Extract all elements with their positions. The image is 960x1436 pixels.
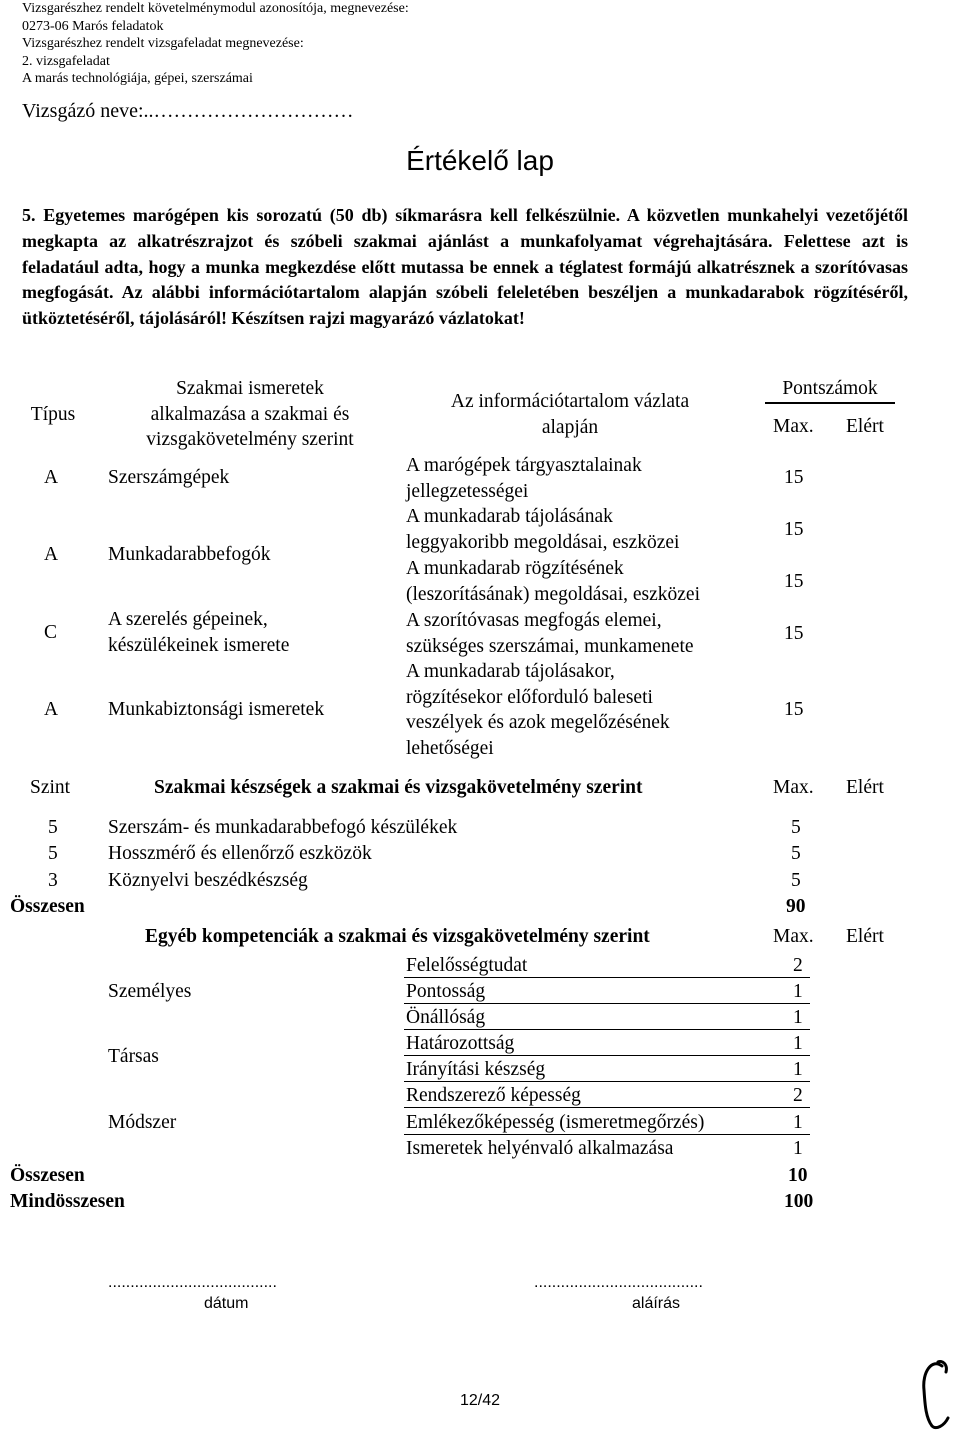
level-cell: 5 xyxy=(48,843,58,864)
competency-name: Ismeretek helyénvaló alkalmazása xyxy=(406,1138,674,1159)
points-underline xyxy=(765,402,895,404)
content-cell: A szorítóvasas megfogás elemei, szükséges szerszámai, munkamenete xyxy=(406,610,694,657)
date-dots: ...................................... xyxy=(108,1274,277,1291)
row-divider xyxy=(404,1055,810,1056)
skill-cell: Hosszmérő és ellenőrző eszközök xyxy=(108,843,372,864)
max-points-cell: 1 xyxy=(793,981,803,1002)
subtotal-label: Összesen xyxy=(10,1165,85,1186)
header-line: 2. vizsgafeladat xyxy=(22,53,110,69)
row-divider xyxy=(404,1081,810,1082)
type-cell: A xyxy=(44,699,59,720)
max-points-cell: 2 xyxy=(793,1085,803,1106)
competency-name: Határozottság xyxy=(406,1033,515,1054)
content-cell: A munkadarab rögzítésének (leszorításának) megoldásai, eszközei xyxy=(406,558,700,605)
level-cell: 3 xyxy=(48,870,58,891)
header-line: Vizsgarészhez rendelt követelménymodul azonosítója, megnevezése: xyxy=(22,1,409,16)
competency-name: Emlékezőképesség (ismeretmegőrzés) xyxy=(406,1112,705,1133)
max-points-cell: 1 xyxy=(793,1007,803,1028)
max-points-cell: 15 xyxy=(784,699,804,720)
page-number: 12/42 xyxy=(459,1392,501,1409)
row-divider xyxy=(404,1134,810,1135)
level-cell: 5 xyxy=(48,817,58,838)
max-points-cell: 1 xyxy=(793,1033,803,1054)
competency-category: Személyes xyxy=(108,981,192,1002)
knowledge-cell: A szerelés gépeinek, készülékeinek ismerete xyxy=(108,609,290,656)
candidate-name-field: Vizsgázó neve:..………………………… xyxy=(22,100,354,122)
grand-total-value: 100 xyxy=(784,1191,814,1212)
row-divider xyxy=(404,977,810,978)
max-points-cell: 5 xyxy=(791,843,801,864)
knowledge-cell: Munkabiztonsági ismeretek xyxy=(108,699,325,720)
competency-name: Irányítási készség xyxy=(406,1059,546,1080)
col-header-max: Max. xyxy=(773,777,814,798)
col-header-achieved: Elért xyxy=(846,416,884,437)
col-header-max: Max. xyxy=(773,416,814,437)
max-points-cell: 1 xyxy=(793,1138,803,1159)
signature-label: aláírás xyxy=(632,1295,681,1312)
max-points-cell: 15 xyxy=(784,623,804,644)
competency-name: Önállóság xyxy=(406,1007,486,1028)
max-points-cell: 15 xyxy=(784,467,804,488)
competency-name: Felelősségtudat xyxy=(406,955,528,976)
handwritten-initial-mark xyxy=(918,1358,956,1432)
grand-total-label: Mindösszesen xyxy=(10,1191,125,1212)
date-label: dátum xyxy=(204,1295,249,1312)
col-header-achieved: Elért xyxy=(846,777,884,798)
col-header-points: Pontszámok xyxy=(782,378,878,399)
content-cell: A munkadarab tájolásának leggyakoribb megoldásai, eszközei xyxy=(406,506,680,553)
max-points-cell: 15 xyxy=(784,519,804,540)
type-cell: A xyxy=(44,467,59,488)
col-header-level: Szint xyxy=(30,777,71,798)
competency-category: Társas xyxy=(108,1046,159,1067)
col-header-type: Típus xyxy=(30,404,76,425)
col-header-max: Max. xyxy=(773,926,814,947)
max-points-cell: 1 xyxy=(793,1112,803,1133)
row-divider xyxy=(404,1029,810,1030)
competency-name: Rendszerező képesség xyxy=(406,1085,581,1106)
competency-category: Módszer xyxy=(108,1112,177,1133)
subtotal-value: 90 xyxy=(786,896,806,917)
row-divider xyxy=(404,1003,810,1004)
subtotal-value: 10 xyxy=(788,1165,808,1186)
task-description: 5. Egyetemes marógépen kis sorozatú (50 db) síkmarásra kell felkészülnie. A közvetlen munkahelyi vezetőjétől megkapta az alkatrészrajzot és szóbeli szakmai ajánlást a munkafolyamat végrehajtására. Felettese azt is feladatául adta, hogy a munka megkezdése előtt mutassa be ennek a téglatest formájú alkatrésznek a szorítóvasas megfogását. Az alábbi információtartalom alapján szóbeli feleletében beszéljen a munkadarabok rögzítéséről, ütköztetéséről, tájolásáról! Készítsen rajzi magyarázó vázlatokat! xyxy=(22,205,908,329)
header-line: 0273-06 Marós feladatok xyxy=(22,18,164,34)
col-header-content: Az információtartalom vázlata alapján xyxy=(450,391,690,438)
header-line: A marás technológiája, gépei, szerszámai xyxy=(22,71,253,87)
knowledge-cell: Szerszámgépek xyxy=(108,467,230,488)
skill-cell: Szerszám- és munkadarabbefogó készülékek xyxy=(108,817,458,838)
content-cell: A marógépek tárgyasztalainak jellegzetességei xyxy=(406,455,642,502)
col-header-knowledge: Szakmai ismeretek alkalmazása a szakmai és vizsgakövetelmény szerint xyxy=(146,378,354,450)
competencies-table-title: Egyéb kompetenciák a szakmai és vizsgakövetelmény szerint xyxy=(145,926,650,947)
content-cell: A munkadarab tájolásakor, rögzítésekor előforduló baleseti veszélyek és azok megelőzésének lehetőségei xyxy=(406,661,670,759)
max-points-cell: 2 xyxy=(793,955,803,976)
page-title: Értékelő lap xyxy=(406,145,554,176)
document-header xyxy=(22,0,409,88)
skills-table-title: Szakmai készségek a szakmai és vizsgakövetelmény szerint xyxy=(154,777,643,798)
subtotal-label: Összesen xyxy=(10,896,85,917)
max-points-cell: 1 xyxy=(793,1059,803,1080)
max-points-cell: 5 xyxy=(791,817,801,838)
max-points-cell: 5 xyxy=(791,870,801,891)
competency-name: Pontosság xyxy=(406,981,486,1002)
type-cell: A xyxy=(44,544,59,565)
knowledge-cell: Munkadarabbefogók xyxy=(108,544,271,565)
type-cell: C xyxy=(44,622,58,643)
signature-dots: ...................................... xyxy=(534,1274,703,1291)
skill-cell: Köznyelvi beszédkészség xyxy=(108,870,308,891)
max-points-cell: 15 xyxy=(784,571,804,592)
header-line: Vizsgarészhez rendelt vizsgafeladat megnevezése: xyxy=(22,36,304,52)
col-header-achieved: Elért xyxy=(846,926,884,947)
row-divider xyxy=(404,1107,810,1108)
